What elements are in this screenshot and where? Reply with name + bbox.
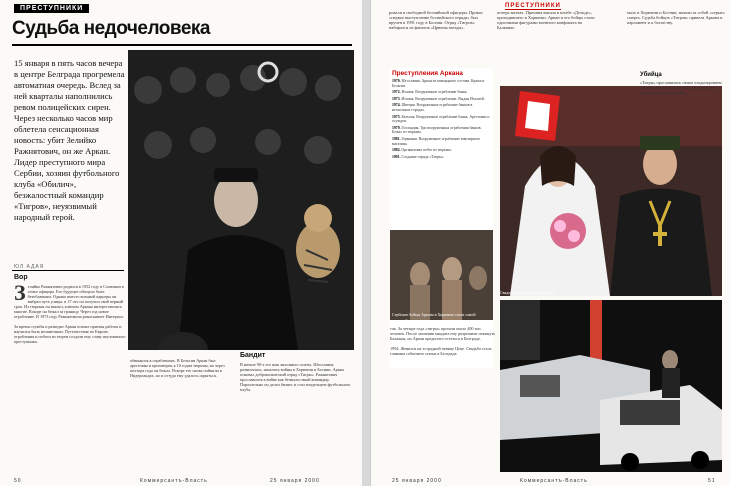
fighters-photo — [390, 230, 493, 320]
timeline-text: Создание отряда «Тигры». — [401, 154, 445, 159]
timeline-year: 1975. — [392, 114, 401, 119]
footer-publication: Коммерсантъ-Власть — [520, 478, 588, 484]
timeline-year: 1981. — [392, 136, 401, 141]
timeline-text: Италия. Вооруженное ограбление. Выдан Италией. — [401, 96, 485, 101]
timeline-year: 1973. — [392, 96, 401, 101]
photo-caption: Свадьба Аркана и певицы Цецы — [500, 290, 555, 295]
article-column-2 — [130, 358, 234, 473]
subheading-bandit: Бандит — [240, 352, 266, 359]
subheading-killer: Убийца — [640, 72, 662, 78]
body-text: елийко Ражнятович родился в 1952 году в Словении в семье офицера. Его будущее обещало быть безоблачным. Однако вместо военной карьеры он выбрал путь улицы: в 17 лет он получил свой первый срок. Из тюрьмы он вышел, ключом Аркана интересовались многие. Вскоре он бежал за границу. Через год новое ограбление. В 1973 году Ражнятовича разыскивает Интерпол. — [14, 284, 125, 319]
timeline-year: 1979. — [392, 125, 401, 130]
intro-column-3 — [627, 10, 727, 65]
body-text: За время службы в разведке Аркан освоил приемы работы и научился быть незаметным. Путешествия по Европе, ограбления и побеги из тюрем создали ему славу неуловимого преступника. — [14, 324, 126, 344]
timeline-item — [392, 90, 491, 95]
timeline-item — [392, 126, 491, 135]
timeline-item — [392, 137, 491, 146]
article-column-1 — [14, 284, 126, 474]
killer-text — [640, 80, 722, 100]
page-number: 50 — [14, 478, 22, 484]
timeline-text: Германия. Вооруженное ограбление ювелирного магазина. — [392, 136, 481, 146]
page-title: Судьба недочеловека — [12, 18, 210, 39]
crimes-sidebar — [390, 68, 496, 368]
timeline-item — [392, 148, 491, 153]
body-text: так. За четыре года «тигры» прошли около 400 тыс. человек. После лишения мандата ему разрешили покинуть Балканы, но Аркан предпочел остаться в Белграде. — [390, 326, 496, 341]
wedding-photo — [500, 86, 722, 296]
crime-scene-photo — [500, 300, 722, 472]
author-byline: ЮЛ АДАЯ — [14, 264, 45, 270]
body-text: 1994. Женился на эстрадной певице Цеце. Свадьба стала главным событием сезона в Белграде. — [390, 346, 492, 356]
timeline-year: 1970. — [392, 79, 401, 83]
divider — [12, 44, 352, 46]
timeline-year: 1982. — [392, 148, 401, 153]
gutter — [362, 0, 370, 486]
timeline-year: 1974. — [392, 103, 401, 108]
timeline-year: 1991. — [392, 154, 401, 159]
crowd-photo — [128, 50, 354, 350]
left-page — [0, 0, 363, 486]
body-text: «Тигры» прославились своим хладнокровием и безжалостностью. Методы их похожи на «работу» наемных убийц. — [640, 80, 722, 95]
timeline-text: Италия. Вооруженное ограбление банка. — [401, 90, 468, 95]
intro-column-1 — [389, 10, 489, 65]
timeline-text: Швеция. Вооруженное ограбление банков в нескольких городах. — [392, 103, 473, 112]
lead-paragraph: 15 января в пять часов вечера в центре Белграда прогремела автоматная очередь. Вслед за ней кварталы наполнились ревом полицейских сирен. Через несколько часов мир облетела сенсационная новость: убит Зелийко Ражнятович, он же Аркан. Лидер преступного мира Сербии, хозяин футбольного клуба «Обилич», безжалостный командир «Тигров», неуязвимый народный герой. — [14, 58, 125, 222]
footer-publication: Коммерсантъ-Власть — [140, 478, 208, 484]
body-text: обвинялся в ограблениях. В Бельгии Аркан был арестован и приговорен к 10 годам тюрьмы, но через полтора года он бежал. Вскоре его снова поймали в Нидерландах, но и оттуда ему удалось скрыться. — [130, 358, 225, 378]
timeline-item — [392, 155, 491, 160]
body-text: мало в Хорватии и Боснии, начали за собой «серые» смерть. Судьба бойцов «Тигров» привела Аркана в парламент и к богатству. — [627, 10, 725, 25]
timeline-item — [392, 97, 491, 102]
timeline-item — [392, 79, 491, 88]
footer-date: 25 января 2000 — [270, 478, 320, 484]
timeline-year: 1972. — [392, 90, 401, 95]
photo-caption: Сербские бойцы Аркана в Хорватии стали самой кровавой — [392, 312, 476, 323]
body-text: ровали в свободной боснийской офицеры. Приказ «первое выступление боснийского отряда» был вручен в 1991 году в Боснии. Отряд «Тигров» набирался из фанатов «Црвены звезды». — [389, 10, 483, 30]
timeline-item — [392, 103, 491, 112]
sidebar-title: Преступления Аркана — [392, 70, 463, 77]
timeline-text: Голландия. Три вооруженных ограбления банков. Бежал из тюрьмы. — [392, 125, 482, 135]
lower-column — [390, 326, 496, 476]
body-text: потерь матчах. Причина вышла в штабе «Делиде», проходившего в Хорватии. Аркан и его бойцы стали одиозными фигурами военного конфликта на Балканах. — [497, 10, 595, 30]
page-number: 51 — [708, 478, 716, 484]
body-text: В начале 90-х его имя заполнило газеты. Югославия развалилась, начались войны в Хорватии и Боснии. Аркан основал добровольческий отряд «Тигры». Ражнятович прославился в войне как безжалостный командир. Параллельно он делал бизнес и стал владельцем футбольного клуба. — [240, 362, 351, 392]
timeline-text: Организовал побег из тюрьмы. — [401, 148, 452, 153]
article-column-3 — [240, 362, 352, 472]
footer-date: 25 января 2000 — [392, 478, 442, 484]
subheading-vor: Вор — [14, 274, 28, 281]
timeline-text: Югославия. Аркан из командного состава. Кража в Бельгии. — [392, 79, 485, 88]
intro-column-2 — [497, 10, 597, 65]
section-tab: ПРЕСТУПНИКИ — [14, 4, 89, 13]
dropcap: З — [14, 284, 26, 305]
timeline-text: Бельгия. Вооруженное ограбление банка. Арестован и осужден. — [392, 114, 490, 124]
timeline-list — [390, 79, 493, 159]
divider — [12, 270, 124, 271]
section-tab: ПРЕСТУПНИКИ — [505, 3, 561, 9]
timeline-item — [392, 115, 491, 124]
